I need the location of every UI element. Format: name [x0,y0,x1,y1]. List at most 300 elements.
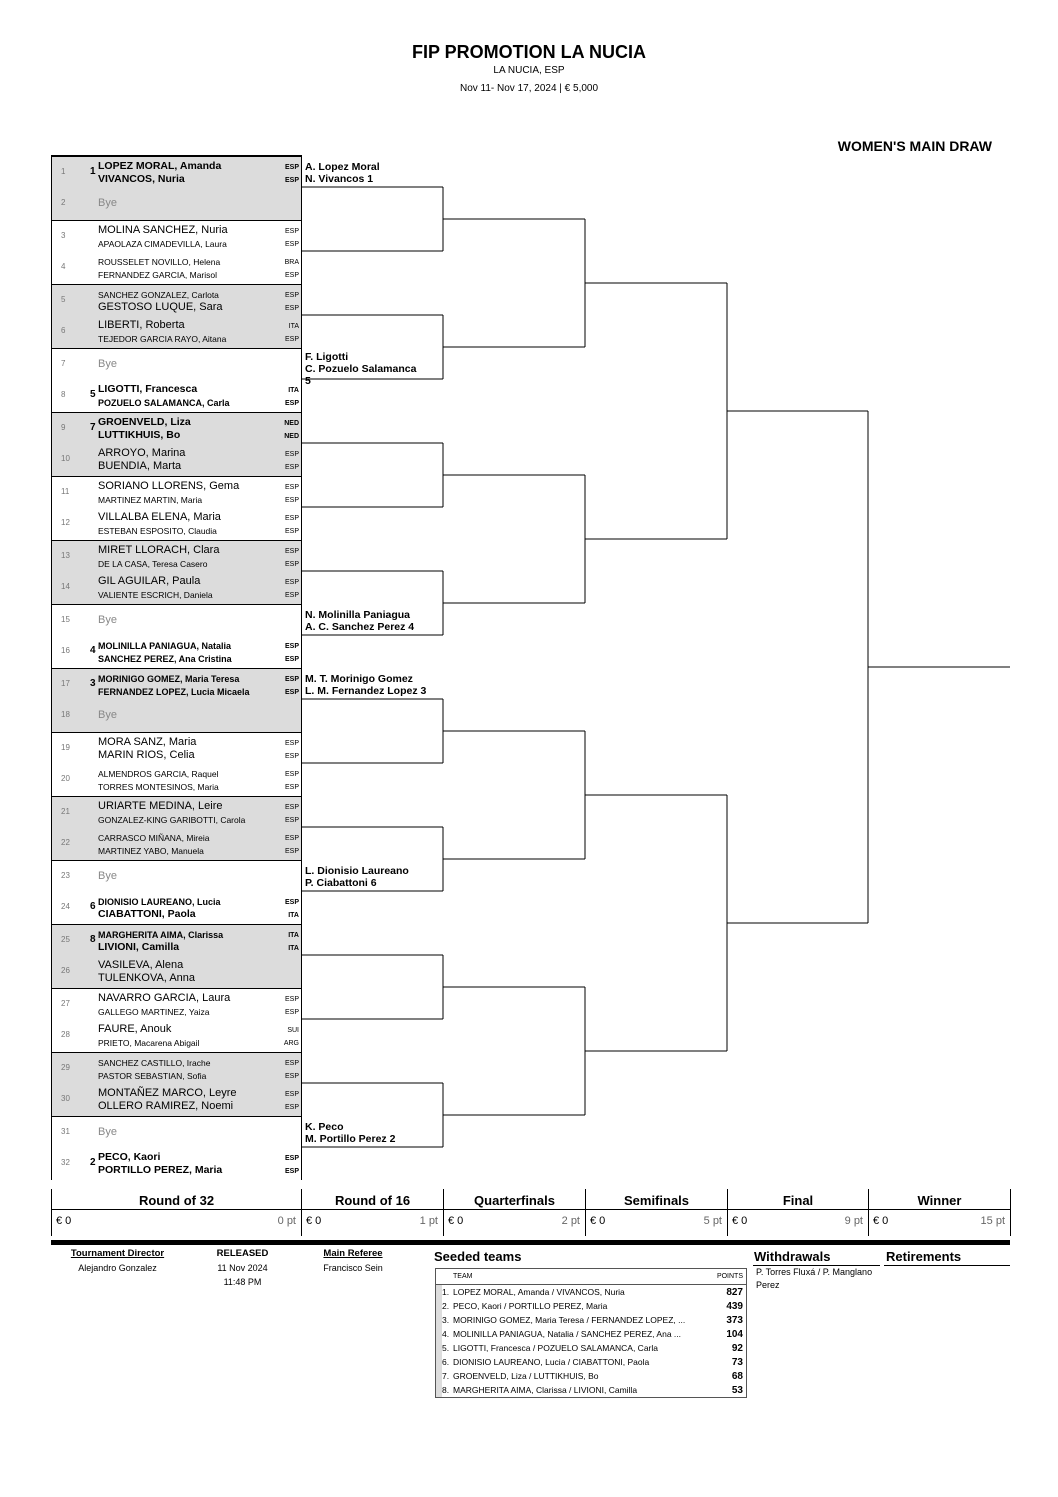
divider [51,1240,1010,1245]
player-name: TORRES MONTESINOS, Maria [98,782,219,792]
winner-line-text: A. Lopez Moral [305,161,380,173]
player-nationality: ESP [284,515,299,522]
draw-slot [52,924,301,956]
player [98,766,299,779]
player-name: URIARTE MEDINA, Leire [98,800,223,812]
player-nationality: ITA [288,387,299,394]
player [98,651,299,664]
r16-winner [305,351,416,387]
round-name: Winner [917,1193,962,1208]
player-nationality: ESP [284,1104,299,1111]
slot-number: 20 [61,774,70,783]
player-nationality: ESP [284,899,299,906]
seed-rank: 5. [442,1343,450,1353]
player [98,587,299,600]
player-name: PASTOR SEBASTIAN, Sofia [98,1071,207,1081]
player-nationality: ESP [284,241,299,248]
player [98,799,299,812]
entry-list [51,155,302,1180]
player-nationality: ESP [284,740,299,747]
player-name: BUENDIA, Marta [98,460,182,472]
director-name: Alejandro Gonzalez [78,1263,157,1273]
round-prize: € 0 [873,1215,889,1227]
slot-number: 6 [61,326,66,335]
player [98,428,299,441]
player [98,812,299,825]
slot-number: 30 [61,1094,70,1103]
round-points: 1 pt [419,1215,438,1227]
col-team: TEAM [453,1273,473,1280]
slot-number: 16 [61,646,70,655]
player-name: FERNANDEZ LOPEZ, Lucia Micaela [98,687,250,697]
player-nationality: ESP [284,400,299,407]
player-name: FERNANDEZ GARCIA, Marisol [98,270,218,280]
player-nationality: ESP [284,497,299,504]
seeded-table [435,1268,747,1398]
player [98,940,299,953]
player [98,236,299,249]
player-name: CARRASCO MIÑANA, Mireia [98,833,210,843]
player-nationality: ESP [284,464,299,471]
player-name: CIABATTONI, Paola [98,908,196,920]
player [98,1068,299,1081]
player-nationality: ESP [284,305,299,312]
player [98,446,299,459]
draw-slot [52,860,301,892]
winner-line-text: L. Dionisio Laureano [305,865,409,877]
player-nationality: ITA [288,323,299,330]
slot-number: 18 [61,710,70,719]
seeded-row [436,1355,746,1369]
player-nationality: ESP [284,848,299,855]
round-points: 0 pt [277,1215,296,1227]
player [98,556,299,569]
tournament-title: FIP PROMOTION LA NUCIA [412,42,646,62]
seed-number: 2 [90,1157,96,1168]
player-nationality: ITA [288,912,299,919]
round-divider [444,1209,585,1210]
round-points: 15 pt [980,1215,1005,1227]
slot-number: 11 [61,487,70,496]
seed-rank: 7. [442,1371,450,1381]
released [200,1247,285,1289]
winner-line-text: C. Pozuelo Salamanca [305,363,417,375]
slot-number: 2 [61,198,66,207]
player-name: MORINIGO GOMEZ, Maria Teresa [98,674,240,684]
player [98,318,299,331]
seed-team: DIONISIO LAUREANO, Lucia / CIABATTONI, Paola [453,1357,650,1367]
player-nationality: ESP [284,1009,299,1016]
seed-team: MORINIGO GOMEZ, Maria Teresa / FERNANDEZ LOPEZ, ... [453,1315,686,1325]
bye-label: Bye [98,197,117,209]
player [98,971,299,984]
draw-slot [52,188,301,220]
seed-points: 68 [731,1371,743,1382]
main-referee [308,1247,398,1275]
draw-slot [52,444,301,476]
player-name: ROUSSELET NOVILLO, Helena [98,257,221,267]
bye-label: Bye [98,870,117,882]
seeded-row [436,1341,746,1355]
player [98,172,299,185]
player-nationality: ESP [284,1073,299,1080]
draw-slot [52,604,301,636]
round-points: 2 pt [561,1215,580,1227]
slot-number: 27 [61,999,70,1008]
round-points: 5 pt [703,1215,722,1227]
seeded-row [436,1313,746,1327]
winner-line-text: P. Ciabattoni 6 [305,877,377,889]
player-nationality: ESP [284,336,299,343]
seed-points: 92 [731,1343,743,1354]
player [98,479,299,492]
player [98,300,299,313]
round-prize: € 0 [732,1215,748,1227]
seed-rank: 6. [442,1357,450,1367]
slot-number: 1 [61,167,66,176]
player [98,735,299,748]
player-nationality: ESP [284,753,299,760]
slot-number: 10 [61,454,70,463]
winner-line-text: L. M. Fernandez Lopez 3 [305,685,427,697]
slot-number: 4 [61,262,66,271]
round-name: Round of 32 [138,1193,215,1208]
seed-rank: 8. [442,1385,450,1395]
player [98,843,299,856]
player-nationality: ARG [283,1040,299,1047]
player-nationality: ESP [284,228,299,235]
retirements-rule [884,1265,1010,1266]
player-name: LIGOTTI, Francesca [98,383,198,395]
player-nationality: ESP [284,484,299,491]
player-name: LIBERTI, Roberta [98,319,185,331]
draw-slot [52,220,301,252]
winner-line-text: M. Portillo Perez 2 [305,1133,396,1145]
bye-label: Bye [98,358,117,370]
winner-line-text: F. Ligotti [305,351,349,363]
r16-winner [305,161,380,185]
seed-rank: 1. [442,1287,450,1297]
player [98,287,299,300]
player-nationality: ESP [284,561,299,568]
r16-winner [305,1121,395,1145]
player [98,894,299,907]
player-name: PORTILLO PEREZ, Maria [98,1164,223,1176]
player [98,684,299,697]
draw-slot [52,348,301,380]
player-nationality: NED [284,433,299,440]
draw-slot [52,956,301,988]
seed-number: 5 [90,389,96,400]
player [98,267,299,280]
r16-winner [305,865,409,889]
winner-line-text: A. C. Sanchez Perez 4 [305,621,415,633]
player [98,459,299,472]
player [98,638,299,651]
seed-number: 4 [90,645,96,656]
round-column [586,1189,728,1236]
player-name: MOLINILLA PANIAGUA, Natalia [98,641,232,651]
seeded-row [436,1285,746,1299]
player-name: APAOLAZA CIMADEVILLA, Laura [98,239,227,249]
player [98,927,299,940]
player [98,331,299,344]
player-name: VILLALBA ELENA, Maria [98,511,221,523]
released-label: RELEASED [216,1248,269,1259]
player-nationality: ESP [284,643,299,650]
player [98,1055,299,1068]
slot-number: 22 [61,838,70,847]
player-name: MONTAÑEZ MARCO, Leyre [98,1087,237,1099]
round-name: Semifinals [623,1193,690,1208]
player [98,254,299,267]
tournament-location: LA NUCIA, ESP [493,65,565,76]
player-nationality: ESP [284,996,299,1003]
bye-label: Bye [98,614,117,626]
player-nationality: ESP [284,835,299,842]
slot-number: 8 [61,390,66,399]
draw-slot [52,284,301,316]
draw-slot [52,1020,301,1052]
player-name: MIRET LLORACH, Clara [98,544,220,556]
player-nationality: ESP [284,579,299,586]
player [98,510,299,523]
round-name: Round of 16 [334,1193,411,1208]
player-name: NAVARRO GARCIA, Laura [98,992,231,1004]
round-column [444,1189,586,1236]
slot-number: 28 [61,1030,70,1039]
released-time: 11:48 PM [223,1277,262,1287]
seed-points: 53 [731,1385,743,1396]
rounds-table [51,1189,1011,1236]
round-divider [728,1209,868,1210]
winner-line-text: 5 [305,375,311,387]
seed-team: MARGHERITA AIMA, Clarissa / LIVIONI, Camilla [453,1385,638,1395]
seed-team: MOLINILLA PANIAGUA, Natalia / SANCHEZ PEREZ, Ana ... [453,1329,682,1339]
player-name: DIONISIO LAUREANO, Lucia [98,897,221,907]
player-nationality: ITA [288,932,299,939]
round-name: Final [782,1193,814,1208]
slot-number: 21 [61,807,70,816]
player-name: VASILEVA, Alena [98,959,184,971]
player-nationality: ESP [284,528,299,535]
draw-name: WOMEN'S MAIN DRAW [837,138,992,154]
seeded-header [436,1269,746,1285]
player-nationality: ESP [284,689,299,696]
slot-number: 12 [61,518,70,527]
slot-number: 17 [61,679,70,688]
referee-label: Main Referee [323,1248,383,1259]
player [98,395,299,408]
player-name: SANCHEZ PEREZ, Ana Cristina [98,654,232,664]
round-column [728,1189,869,1236]
player-name: LIVIONI, Camilla [98,941,180,953]
player-name: MARIN RIOS, Celia [98,749,195,761]
draw-slot [52,252,301,284]
player [98,830,299,843]
player-name: GONZALEZ-KING GARIBOTTI, Carola [98,815,246,825]
player-name: GESTOSO LUQUE, Sara [98,301,223,313]
draw-slot [52,892,301,924]
player-nationality: ESP [284,784,299,791]
player-name: PRIETO, Macarena Abigail [98,1038,200,1048]
player-name: TEJEDOR GARCIA RAYO, Aitana [98,334,227,344]
player [98,1163,299,1176]
winner-line-text: N. Molinilla Paniagua [305,609,411,621]
slot-number: 26 [61,966,70,975]
referee-name: Francisco Sein [323,1263,383,1273]
player-nationality: ESP [284,804,299,811]
draw-slot [52,572,301,604]
player-nationality: NED [284,420,299,427]
player-nationality: ESP [284,177,299,184]
draw-slot [52,828,301,860]
seed-points: 104 [726,1329,743,1340]
player [98,415,299,428]
player-name: SANCHEZ CASTILLO, Irache [98,1058,211,1068]
player-name: VIVANCOS, Nuria [98,173,185,185]
seed-points: 73 [731,1357,743,1368]
r16-winner [305,609,414,633]
player [98,1004,299,1017]
seed-number: 3 [90,678,96,689]
player-name: ARROYO, Marina [98,447,186,459]
player-nationality: ESP [284,676,299,683]
player-name: PECO, Kaori [98,1151,161,1163]
player-nationality: ESP [284,817,299,824]
col-points: POINTS [716,1273,743,1280]
draw-slot [52,1148,301,1180]
seed-number: 1 [90,166,96,177]
player-nationality: ESP [284,292,299,299]
seed-team: LIGOTTI, Francesca / POZUELO SALAMANCA, Carla [453,1343,658,1353]
seed-rank: 4. [442,1329,450,1339]
slot-number: 29 [61,1063,70,1072]
slot-number: 19 [61,743,70,752]
bye-label: Bye [98,1126,117,1138]
round-column [869,1189,1011,1236]
player-name: GIL AGUILAR, Paula [98,575,201,587]
winner-line-text: M. T. Morinigo Gomez [305,673,413,685]
slot-number: 23 [61,871,70,880]
slot-number: 31 [61,1127,70,1136]
player-name: VALIENTE ESCRICH, Daniela [98,590,213,600]
tournament-dates: Nov 11- Nov 17, 2024 | € 5,000 [459,83,599,94]
seed-number: 6 [90,901,96,912]
round-divider [586,1209,727,1210]
player-name: ESTEBAN ESPOSITO, Claudia [98,526,217,536]
slot-number: 7 [61,359,66,368]
player [98,991,299,1004]
seeded-row [436,1327,746,1341]
player-nationality: ESP [284,656,299,663]
player [98,159,299,172]
player-name: MOLINA SANCHEZ, Nuria [98,224,228,236]
draw-slot [52,636,301,668]
player [98,748,299,761]
draw-slot [52,476,301,508]
draw-slot [52,156,301,188]
slot-number: 9 [61,423,66,432]
round-column [302,1189,444,1236]
player-nationality: ESP [284,771,299,778]
round-name: Quarterfinals [474,1193,555,1208]
player-nationality: ITA [288,945,299,952]
draw-slot [52,700,301,732]
seeded-title: Seeded teams [434,1249,522,1264]
round-divider [52,1209,301,1210]
seeded-row [436,1369,746,1383]
draw-slot [52,668,301,700]
draw-slot [52,1116,301,1148]
draw-slot [52,764,301,796]
player [98,492,299,505]
slot-number: 15 [61,615,70,624]
player-nationality: ESP [284,164,299,171]
draw-slot [52,796,301,828]
player [98,907,299,920]
seed-rank: 2. [442,1301,450,1311]
player [98,671,299,684]
round-prize: € 0 [448,1215,464,1227]
player [98,223,299,236]
winner-line-text: K. Peco [305,1121,344,1133]
winner-line-text: N. Vivancos 1 [305,173,374,185]
player [98,382,299,395]
player [98,1022,299,1035]
seed-team: GROENVELD, Liza / LUTTIKHUIS, Bo [453,1371,599,1381]
withdrawals-text: P. Torres Fluxá / P. Manglano Perez [753,1265,880,1292]
slot-number: 24 [61,902,70,911]
r16-winner [305,673,426,697]
player-name: TULENKOVA, Anna [98,972,196,984]
player [98,1086,299,1099]
player-name: SANCHEZ GONZALEZ, Carlota [98,290,219,300]
seed-number: 8 [90,934,96,945]
seeded-row [436,1383,746,1397]
draw-slot [52,316,301,348]
player-name: LOPEZ MORAL, Amanda [98,160,222,172]
retirements-title: Retirements [886,1249,962,1264]
seed-points: 439 [726,1301,743,1312]
player-nationality: ESP [284,1155,299,1162]
player-nationality: ESP [284,1060,299,1067]
slot-number: 3 [61,231,66,240]
slot-number: 25 [61,935,70,944]
seed-team: LOPEZ MORAL, Amanda / VIVANCOS, Nuria [453,1287,625,1297]
player-nationality: ESP [284,1168,299,1175]
player-nationality: ESP [284,451,299,458]
slot-number: 13 [61,551,70,560]
draw-slot [52,1052,301,1084]
seed-rank: 3. [442,1315,450,1325]
draw-slot [52,540,301,572]
player-nationality: SUI [287,1027,299,1034]
round-divider [869,1209,1010,1210]
draw-slot [52,508,301,540]
round-points: 9 pt [844,1215,863,1227]
player [98,779,299,792]
player-name: MORA SANZ, Maria [98,736,197,748]
player [98,1035,299,1048]
seed-team: PECO, Kaori / PORTILLO PEREZ, Maria [453,1301,608,1311]
seeded-row [436,1299,746,1313]
round-prize: € 0 [590,1215,606,1227]
tournament-director [70,1247,165,1275]
director-label: Tournament Director [70,1248,165,1259]
player-name: ALMENDROS GARCIA, Raquel [98,769,219,779]
slot-number: 14 [61,582,70,591]
